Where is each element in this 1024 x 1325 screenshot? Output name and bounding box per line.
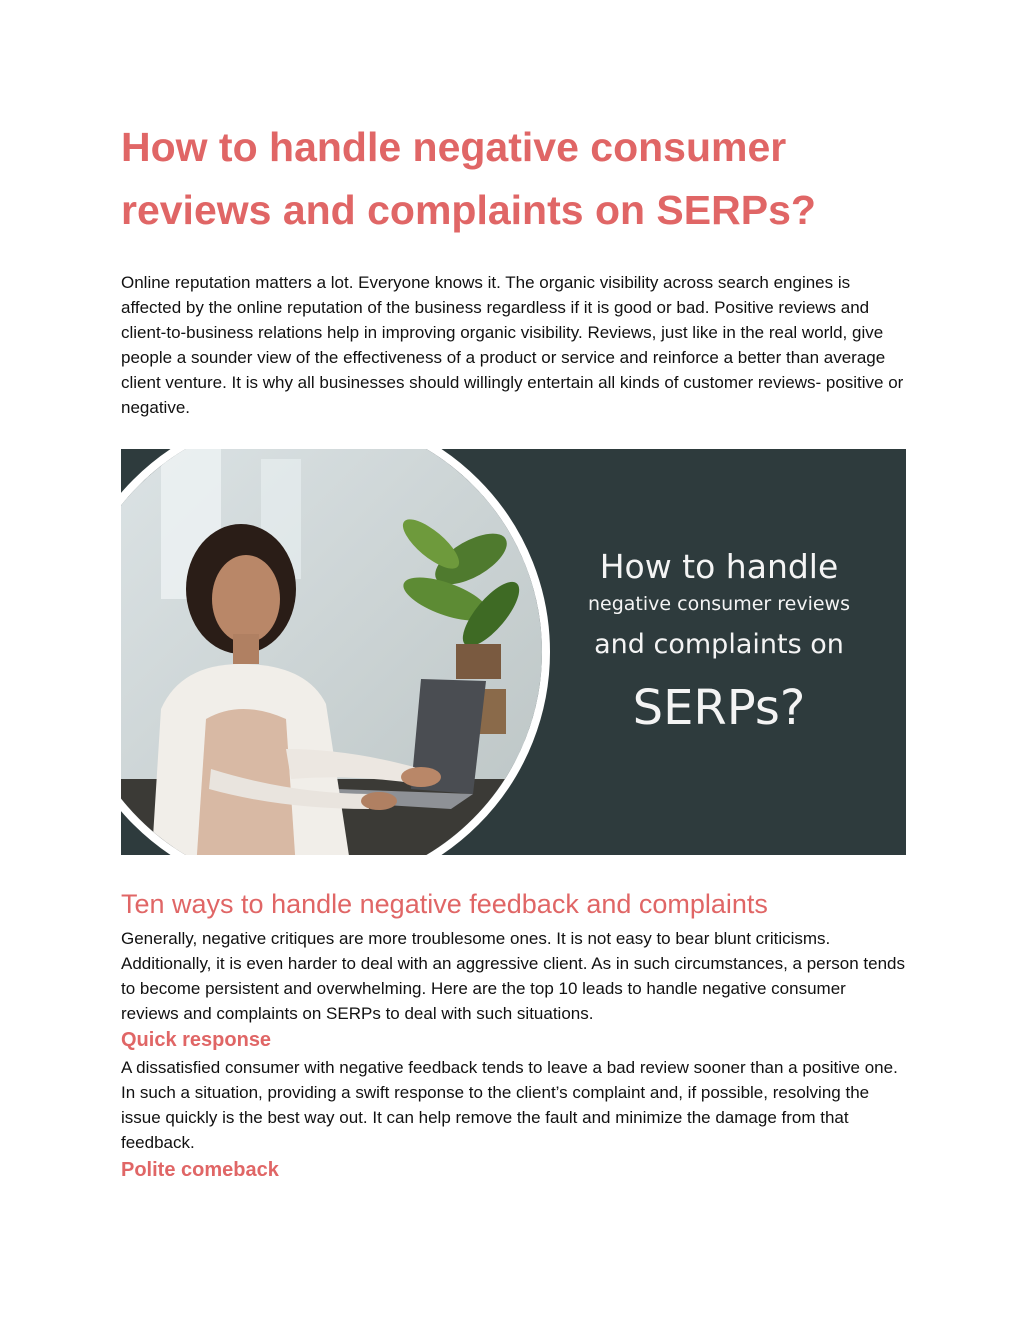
banner-line-2: negative consumer reviews xyxy=(588,593,850,615)
hero-banner-image xyxy=(121,449,906,855)
subheading-quick-response: Quick response xyxy=(121,1029,272,1051)
banner-line-4: SERPs? xyxy=(632,680,806,736)
section-heading: Ten ways to handle negative feedback and complaints xyxy=(121,889,768,919)
intro-paragraph: Online reputation matters a lot. Everyone knows it. The organic visibility across search engines is affected by the online reputation of the business regardless if it is good or bad. Positive reviews and client-to-business relations help in improving organic visibility. Reviews, just like in the real world, give people a sounder view of the effectiveness of a product or service and reinforce a better than average client venture. It is why all businesses should willingly entertain all kinds of customer reviews- positive or negative. xyxy=(121,273,904,417)
banner-line-1: How to handle xyxy=(599,547,839,586)
subheading-polite-comeback: Polite comeback xyxy=(121,1159,279,1181)
banner-caption xyxy=(539,545,899,745)
quick-response-paragraph: A dissatisfied consumer with negative feedback tends to leave a bad review sooner than a positive one. In such a situation, providing a swift response to the client’s complaint and, if possible, resolving the issue quickly is the best way out. It can help remove the fault and minimize the damage from that feedback. xyxy=(121,1058,898,1152)
page-title: How to handle negative consumer reviews and complaints on SERPs? xyxy=(121,124,816,233)
banner-line-3: and complaints on xyxy=(594,629,844,660)
section-paragraph: Generally, negative critiques are more troublesome ones. It is not easy to bear blunt criticisms. Additionally, it is even harder to deal with an aggressive client. As in such circumstances, a person tends to become persistent and overwhelming. Here are the top 10 leads to handle negative consumer reviews and complaints on SERPs to deal with such situations. xyxy=(121,929,905,1023)
